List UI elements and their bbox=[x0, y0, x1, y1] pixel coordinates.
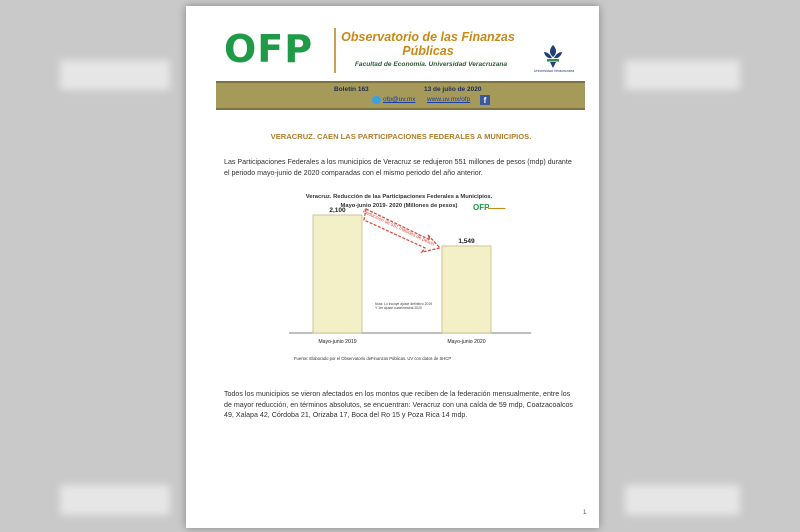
category-label: Mayo-junio 2020 bbox=[447, 339, 486, 345]
bar-value-label: 1,549 bbox=[458, 237, 475, 245]
intro-paragraph: Las Participaciones Federales a los municipios de Veracruz se redujeron 551 millones de pesos (mdp) durante el periodo mayo-junio de 2020 comparadas con el mismo periodo del año anterior. bbox=[224, 158, 572, 177]
chart-logo-tagline: ▬▬▬▬▬ bbox=[488, 206, 506, 210]
chart-ofp-logo: OFP bbox=[473, 203, 490, 212]
chart-note: Nota: Lo incluye ajuste definitivo 2019 Y 1er ajuste cuatrimestral 2020 bbox=[375, 302, 433, 311]
chart-subtitle: Mayo-junio 2019- 2020 (Millones de pesos) bbox=[340, 203, 458, 209]
bar bbox=[442, 246, 491, 333]
detail-paragraph: Todos los municipios se vieron afectados en los montos que reciben de la federación mensualmente, entre los de mayor reducción, en términos absolutos, se encuentran: Veracruz con una caída de 59 mdp, Coatzacoalcos 49, Xalapa 42, Córdoba 21, Orizaba 17, Boca del Ro 15 y Poza Rica 14 mdp. bbox=[224, 390, 573, 419]
title-line-1: Observatorio de las Finanzas bbox=[341, 30, 515, 44]
reduction-annotation: Reducción de 551 millones de pesos bbox=[361, 209, 435, 248]
faculty-subtitle: Facultad de Economía. Universidad Veracruzana bbox=[354, 61, 508, 68]
chart-source: Fuente: Elaborado por el Observatorio deFinanzas Públicas. UV con datos de SHCP bbox=[294, 356, 452, 361]
headline: VERACRUZ. CAEN LAS PARTICIPACIONES FEDERALES A MUNICIPIOS. bbox=[270, 132, 532, 141]
website-link[interactable]: www.uv.mx/ofp bbox=[427, 96, 471, 103]
page-number: 1 bbox=[583, 510, 587, 516]
ofp-logo: OFP bbox=[224, 27, 314, 71]
background-blur bbox=[60, 60, 170, 90]
background-blur bbox=[625, 485, 740, 515]
email-link[interactable]: ofp@uv.mx bbox=[383, 96, 416, 103]
background-blur bbox=[60, 485, 170, 515]
bar-chart bbox=[186, 6, 599, 528]
category-label: Mayo-junio 2019 bbox=[318, 339, 357, 345]
facebook-icon[interactable]: f bbox=[480, 95, 490, 105]
uv-label: Universidad Veracruzana bbox=[533, 69, 575, 73]
document-page bbox=[186, 6, 599, 528]
title-line-2: Públicas bbox=[402, 44, 454, 58]
bar bbox=[313, 215, 362, 333]
background-blur bbox=[625, 60, 740, 90]
bulletin-number: Boletín 163 bbox=[334, 86, 369, 93]
chart-title: Veracruz. Reducción de las Participaciones Federales a Municipios. bbox=[305, 194, 493, 200]
bulletin-date: 13 de julio de 2020 bbox=[424, 86, 482, 93]
bar-value-label: 2,100 bbox=[329, 207, 346, 214]
